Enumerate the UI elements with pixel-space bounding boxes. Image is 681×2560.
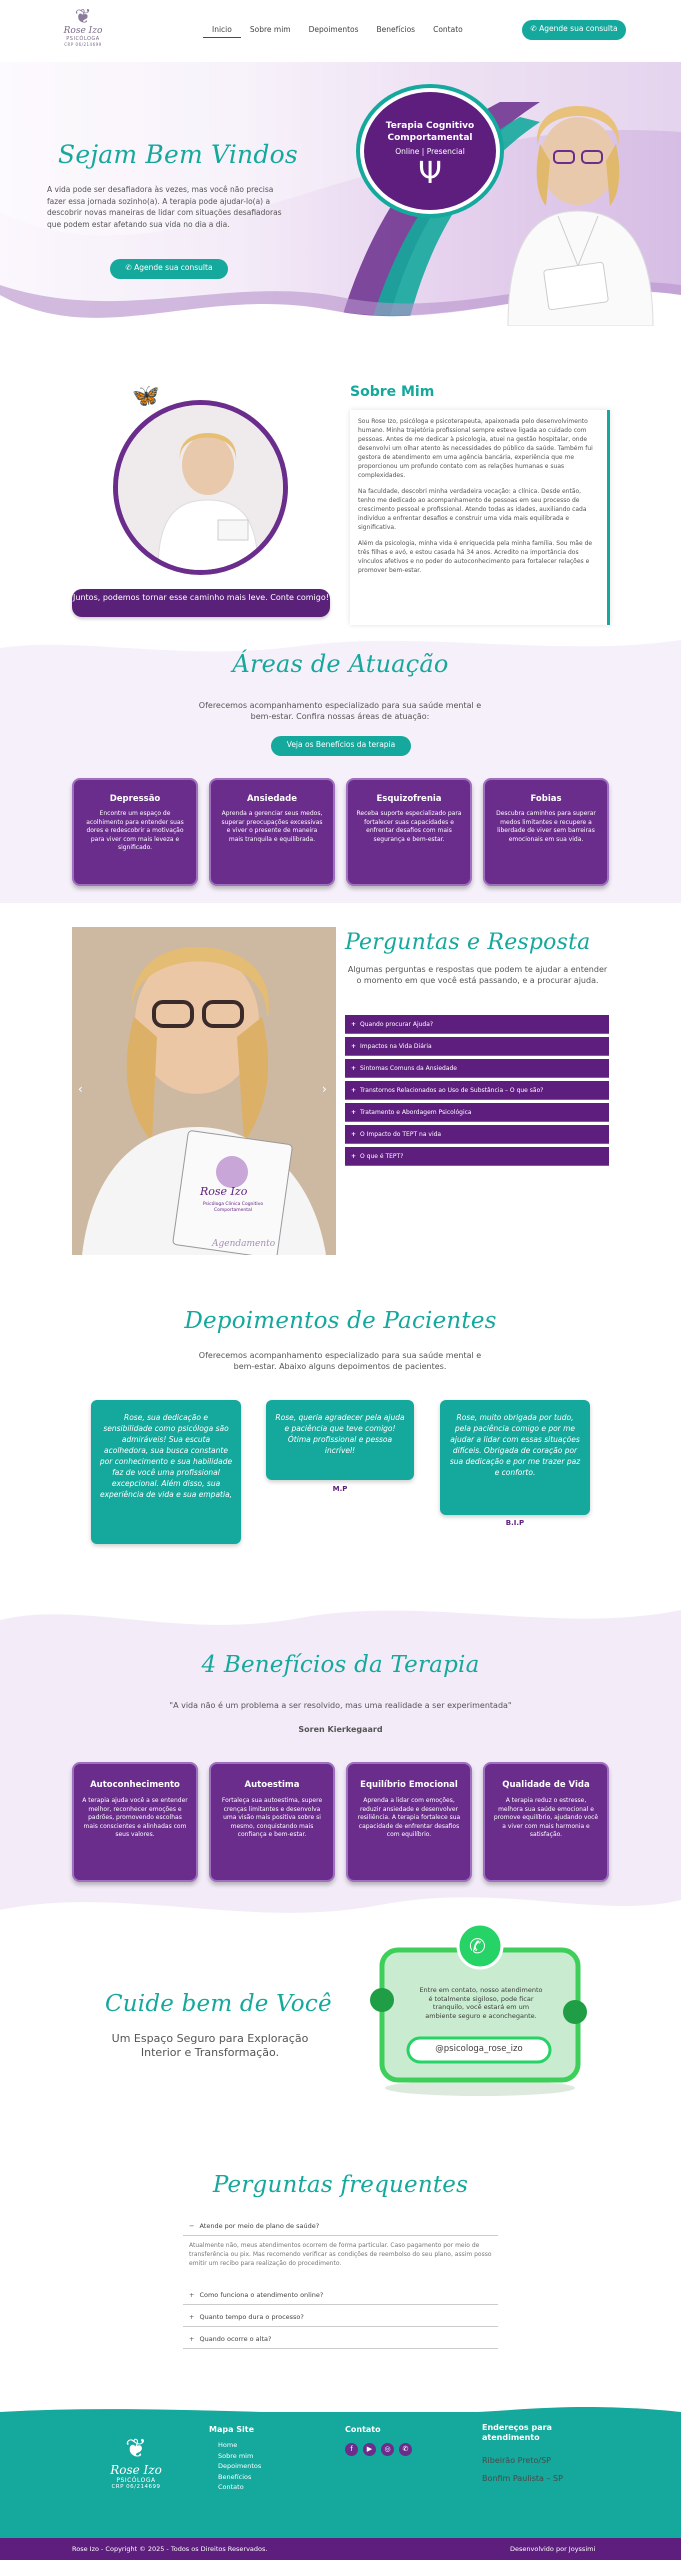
nav-item-beneficios[interactable]: Benefícios [376, 25, 416, 34]
area-card[interactable] [209, 778, 335, 886]
area-card[interactable] [346, 778, 472, 886]
area-card[interactable] [72, 778, 198, 886]
footer-addresses [482, 2452, 563, 2488]
about-text-box [350, 410, 610, 625]
footer-link-sobre[interactable]: Sobre mim [218, 2451, 254, 2460]
qa-accordion-item[interactable] [345, 1103, 609, 1122]
footer-link-beneficios[interactable]: Benefícios [218, 2472, 252, 2481]
footer-link-depoimentos[interactable]: Depoimentos [218, 2462, 262, 2470]
hero-text [47, 184, 293, 230]
faq-question: Quando ocorre o alta? [199, 2335, 272, 2343]
area-card[interactable] [483, 778, 609, 886]
phone-message: Entre em contato, nosso atendimento é totalmente sigiloso, pode ficar tranquilo, você estará em um ambiente seguro e aconchegante. [419, 1986, 543, 2020]
nav-item-inicio[interactable]: Inicio [203, 22, 241, 38]
footer-logo-crp: CRP 06/214699 [111, 2484, 161, 2490]
area-card-text: Receba suporte especializado para fortalecer suas capacidades e enfrentar desafios com mais segurança e bem-estar. [356, 810, 462, 843]
carousel-next-icon[interactable]: › [322, 1082, 327, 1096]
faq-item[interactable] [183, 2308, 498, 2327]
main-nav [203, 22, 472, 38]
hero-paragraph: A vida pode ser desafiadora às vezes, mas você não precisa fazer essa jornada sozinho(a). A terapia pode ajudar-lo(a) a descobrir novas maneiras de lidar com situações desafiadoras que podem estar afetando sua vida no dia a dia. [47, 185, 282, 229]
benefits-title: 4 Benefícios da Terapia [201, 1652, 480, 1678]
tree-logo-icon: ❦ [125, 2434, 147, 2464]
hero-title: Sejam Bem Vindos [58, 140, 298, 169]
benefit-card[interactable] [483, 1762, 609, 1882]
plus-icon: + [351, 1109, 357, 1116]
footer-link-home[interactable]: Home [218, 2441, 238, 2449]
benefits-quote-author: Soren Kierkegaard [298, 1725, 383, 1734]
plus-icon: + [351, 1021, 357, 1028]
copyright: Rose Izo - Copyright © 2025 - Todos os Direitos Reservados. [72, 2545, 268, 2553]
nav-item-depoimentos[interactable]: Depoimentos [308, 25, 359, 34]
benefit-card-text: A terapia ajuda você a se entender melhor, reconhecer emoções e padrões, promovendo escolhas mais conscientes e alinhadas com seus valores. [82, 1797, 188, 1838]
benefit-card-title: Qualidade de Vida [502, 1780, 590, 1790]
header-schedule-button[interactable] [522, 20, 626, 40]
faq-carousel [72, 927, 336, 1255]
carousel-label: Agendamento [212, 1239, 276, 1249]
whatsapp-icon: ✆ [530, 24, 537, 33]
badge-title: Terapia Cognitivo Comportamental [385, 121, 475, 143]
benefit-card[interactable] [346, 1762, 472, 1882]
benefit-card[interactable] [72, 1762, 198, 1882]
qa-title: Perguntas e Resposta [345, 930, 591, 955]
benefits-quote: "A vida não é um problema a ser resolvido, mas uma realidade a ser experimentada" [169, 1701, 512, 1710]
instagram-icon[interactable]: ◎ [381, 2443, 394, 2456]
psi-symbol: Ψ [418, 156, 442, 191]
about-caption: Juntos, podemos tornar esse caminho mais leve. Conte comigo! [72, 589, 330, 617]
area-card-title: Ansiedade [246, 794, 298, 804]
logo-name: Rose Izo [63, 26, 103, 36]
qa-accordion-item[interactable] [345, 1037, 609, 1056]
site-header [0, 0, 681, 62]
areas-title: Áreas de Atuação [232, 650, 449, 678]
faq-item[interactable] [183, 2286, 498, 2305]
footer-links [218, 2440, 261, 2493]
logo[interactable] [52, 6, 114, 56]
plus-icon: + [351, 1043, 357, 1050]
qa-item-label: Impactos na Vida Diária [360, 1043, 432, 1050]
testimonial-text: Rose, sua dedicação e sensibilidade como psicóloga são admiráveis! Sua escuta acolhedora, sua busca constante por conhecimento e sua habilidade faz de você uma profissional excepcional. Além disso, sua experiência de vida e sua empatia, [99, 1413, 233, 1499]
footer-logo-name: Rose Izo [110, 2463, 162, 2477]
youtube-icon[interactable]: ▶ [363, 2443, 376, 2456]
testimonial-text: Rose, muito obrigada por tudo, pela paciência comigo e por me ajudar a lidar com essas situações difíceis. Obrigada de coração por sua dedicação e por me trazer paz e conforto. [449, 1413, 581, 1477]
testimonial-author: B.I.P [505, 1519, 525, 1527]
qa-item-label: Sintomas Comuns da Ansiedade [360, 1065, 458, 1072]
hero-portrait [438, 66, 681, 326]
whatsapp-illustration[interactable] [368, 1920, 592, 2100]
care-title: Cuide bem de Você [105, 1991, 332, 2017]
benefit-card[interactable] [209, 1762, 335, 1882]
nav-item-contato[interactable]: Contato [433, 25, 463, 34]
testimonials-subtitle: Oferecemos acompanhamento especializado para sua saúde mental e bem-estar. Abaixo alguns depoimentos de pacientes. [198, 1351, 482, 1371]
logo-subtitle: PSICÓLOGA [66, 36, 100, 42]
faq-question: Como funciona o atendimento online? [199, 2291, 324, 2299]
faq-item[interactable] [183, 2217, 498, 2236]
qa-accordion-item[interactable] [345, 1147, 609, 1166]
plus-icon: + [351, 1131, 357, 1138]
footer-address-title: Endereços para atendimento [482, 2423, 552, 2442]
plus-icon: + [351, 1065, 357, 1072]
plus-icon: + [351, 1153, 357, 1160]
area-card-title: Fobias [530, 794, 562, 804]
logo-crp: CRP 06/214699 [64, 42, 102, 47]
tree-logo-icon: ❦ [74, 4, 92, 28]
areas-subtitle: Oferecemos acompanhamento especializado para sua saúde mental e bem-estar. Confira nossas áreas de atuação: [198, 701, 482, 721]
footer-contact-title: Contato [345, 2425, 381, 2434]
hero-schedule-button[interactable] [110, 259, 228, 279]
faq-answer: Atualmente não, meus atendimentos ocorrem de forma particular. Caso pagamento por meio de transferência ou pix. Mas recomendo verificar as condições de reembolso do seu plano, assim posso emitir um recibo para realização do procedimento. [189, 2242, 492, 2267]
footer-logo[interactable] [96, 2435, 176, 2490]
qa-item-label: Tratamento e Abordagem Psicológica [360, 1109, 472, 1116]
plus-icon: + [189, 2335, 195, 2343]
plus-icon: + [189, 2313, 195, 2321]
benefit-card-text: Aprenda a lidar com emoções, reduzir ansiedade e desenvolver resiliência. A terapia fortalece sua capacidade de enfrentar desafios com equilíbrio. [357, 1797, 461, 1838]
plus-icon: + [351, 1087, 357, 1094]
address-item: Bonfim Paulista – SP [482, 2474, 563, 2483]
testimonial-text: Rose, queria agradecer pela ajuda e paciência que teve comigo! Ótima profissional e pessoa incrível! [275, 1413, 405, 1455]
minus-icon: − [189, 2222, 195, 2230]
footer-logo-subtitle: PSICÓLOGA [116, 2477, 156, 2484]
whatsapp-icon[interactable]: ✆ [399, 2443, 412, 2456]
benefit-card-title: Equilíbrio Emocional [360, 1780, 458, 1790]
testimonial-author: M.P [332, 1485, 348, 1493]
carousel-prev-icon[interactable]: ‹ [78, 1082, 83, 1096]
footer-top-wave [0, 2402, 681, 2422]
qa-item-label: O que é TEPT? [360, 1153, 404, 1160]
about-portrait [118, 405, 283, 570]
whatsapp-icon: ✆ [469, 1934, 486, 1958]
testimonial-card [266, 1400, 414, 1480]
qa-subtitle: Algumas perguntas e respostas que podem te ajudar a entender o momento em que você está passando, e a procurar ajuda. [347, 965, 608, 985]
faq-question: Quanto tempo dura o processo? [199, 2313, 304, 2321]
qa-item-label: Quando procurar Ajuda? [360, 1021, 434, 1028]
area-card-title: Depressão [109, 794, 161, 804]
area-card-title: Esquizofrenia [376, 794, 442, 804]
butterfly-icon: 🦋 [132, 384, 160, 409]
about-title: Sobre Mim [350, 384, 435, 400]
benefit-card-title: Autoestima [244, 1780, 300, 1790]
nav-item-sobre[interactable]: Sobre mim [249, 25, 291, 34]
qa-item-label: Transtornos Relacionados ao Uso de Substância – O que são? [360, 1087, 544, 1094]
footer-link-contato[interactable]: Contato [218, 2483, 244, 2491]
whatsapp-icon: ✆ [125, 263, 132, 272]
qa-accordion-item[interactable] [345, 1081, 609, 1100]
hero-schedule-label: Agende sua consulta [134, 263, 213, 272]
header-schedule-label: Agende sua consulta [539, 24, 618, 33]
testimonial-card [440, 1400, 590, 1515]
about-paragraph: Sou Rose Izo, psicóloga e psicoterapeuta, apaixonada pelo desenvolvimento humano. Minha trajetória profissional sempre esteve ligada ao cuidado com pessoas. Antes de me dedicar à psicologia, atuei na gestão hospitalar, onde desenvolvi um olhar atento às necessidades do público da saúde. Também fui gestora de atendimento em uma agência bancária, experiência que me proporcionou um profundo contato com as relações humanas e suas complexidades. [358, 418, 593, 479]
badge-mode: Online | Presencial [395, 147, 465, 156]
faq-question: Atende por meio de plano de saúde? [199, 2222, 320, 2230]
care-subtitle: Um Espaço Seguro para Exploração Interior e Transformação. [111, 2032, 309, 2059]
instagram-handle: @psicologa_rose_izo [435, 2044, 523, 2054]
about-paragraph: Na faculdade, descobri minha verdadeira vocação: a clínica. Desde então, tenho me dedicado ao acompanhamento de pessoas em seu processo de crescimento pessoal e profissional. Atendo todas as idades, auxiliando cada indivíduo a enfrentar desafios e construir uma vida mais equilibrada e significativa. [358, 488, 587, 531]
social-icons [345, 2443, 412, 2456]
faq-title: Perguntas frequentes [212, 2172, 469, 2198]
benefit-card-title: Autoconhecimento [90, 1780, 180, 1790]
carousel-brand-sub: Psicóloga Clínica Cognitivo Comportamental [202, 1202, 264, 1213]
bottom-bar [0, 2538, 681, 2560]
testimonials-title: Depoimentos de Pacientes [184, 1308, 497, 1334]
benefit-card-text: A terapia reduz o estresse, melhora sua saúde emocional e promove equilíbrio, ajudando você a viver com mais harmonia e satisfação. [493, 1797, 599, 1838]
area-card-text: Encontre um espaço de acolhimento para entender suas dores e redescobrir a motivação para viver com mais leveza e significado. [86, 810, 184, 851]
qa-accordion-item[interactable] [345, 1125, 609, 1144]
faq-item[interactable] [183, 2330, 498, 2349]
benefits-button[interactable]: Veja os Benefícios da terapia [271, 736, 411, 756]
qa-item-label: O Impacto do TEPT na vida [360, 1131, 442, 1138]
plus-icon: + [189, 2291, 195, 2299]
about-photo [113, 400, 288, 575]
carousel-brand: Rose Izo [200, 1185, 248, 1198]
benefit-card-text: Fortaleça sua autoestima, supere crenças limitantes e desenvolva uma visão mais positiva sobre si mesmo, conquistando mais confiança e bem-estar. [221, 1797, 323, 1838]
benefits-top-wave [0, 1590, 681, 1640]
footer-map-title: Mapa Site [209, 2425, 255, 2434]
facebook-icon[interactable]: f [345, 2443, 358, 2456]
area-card-text: Descubra caminhos para superar medos limitantes e recupere a liberdade de viver sem barreiras emocionais em sua vida. [496, 810, 596, 843]
developer-credit[interactable]: Desenvolvido por Joyssimi [510, 2545, 596, 2553]
area-card-text: Aprenda a gerenciar seus medos, superar preocupações excessivas e viver o presente de maneira mais tranquila e equilibrada. [221, 810, 323, 843]
address-item: Ribeirão Preto/SP [482, 2456, 551, 2465]
testimonial-card [91, 1400, 241, 1544]
about-paragraph: Além da psicologia, minha vida é enriquecida pela minha família. Sou mãe de três filhas e avó, e estou casada há 34 anos. Acredito na importância dos vínculos afetivos e no poder do autoconhecimento para fortalecer relações e promover bem-estar. [358, 540, 593, 574]
qa-accordion-item[interactable] [345, 1015, 609, 1034]
qa-accordion-item[interactable] [345, 1059, 609, 1078]
